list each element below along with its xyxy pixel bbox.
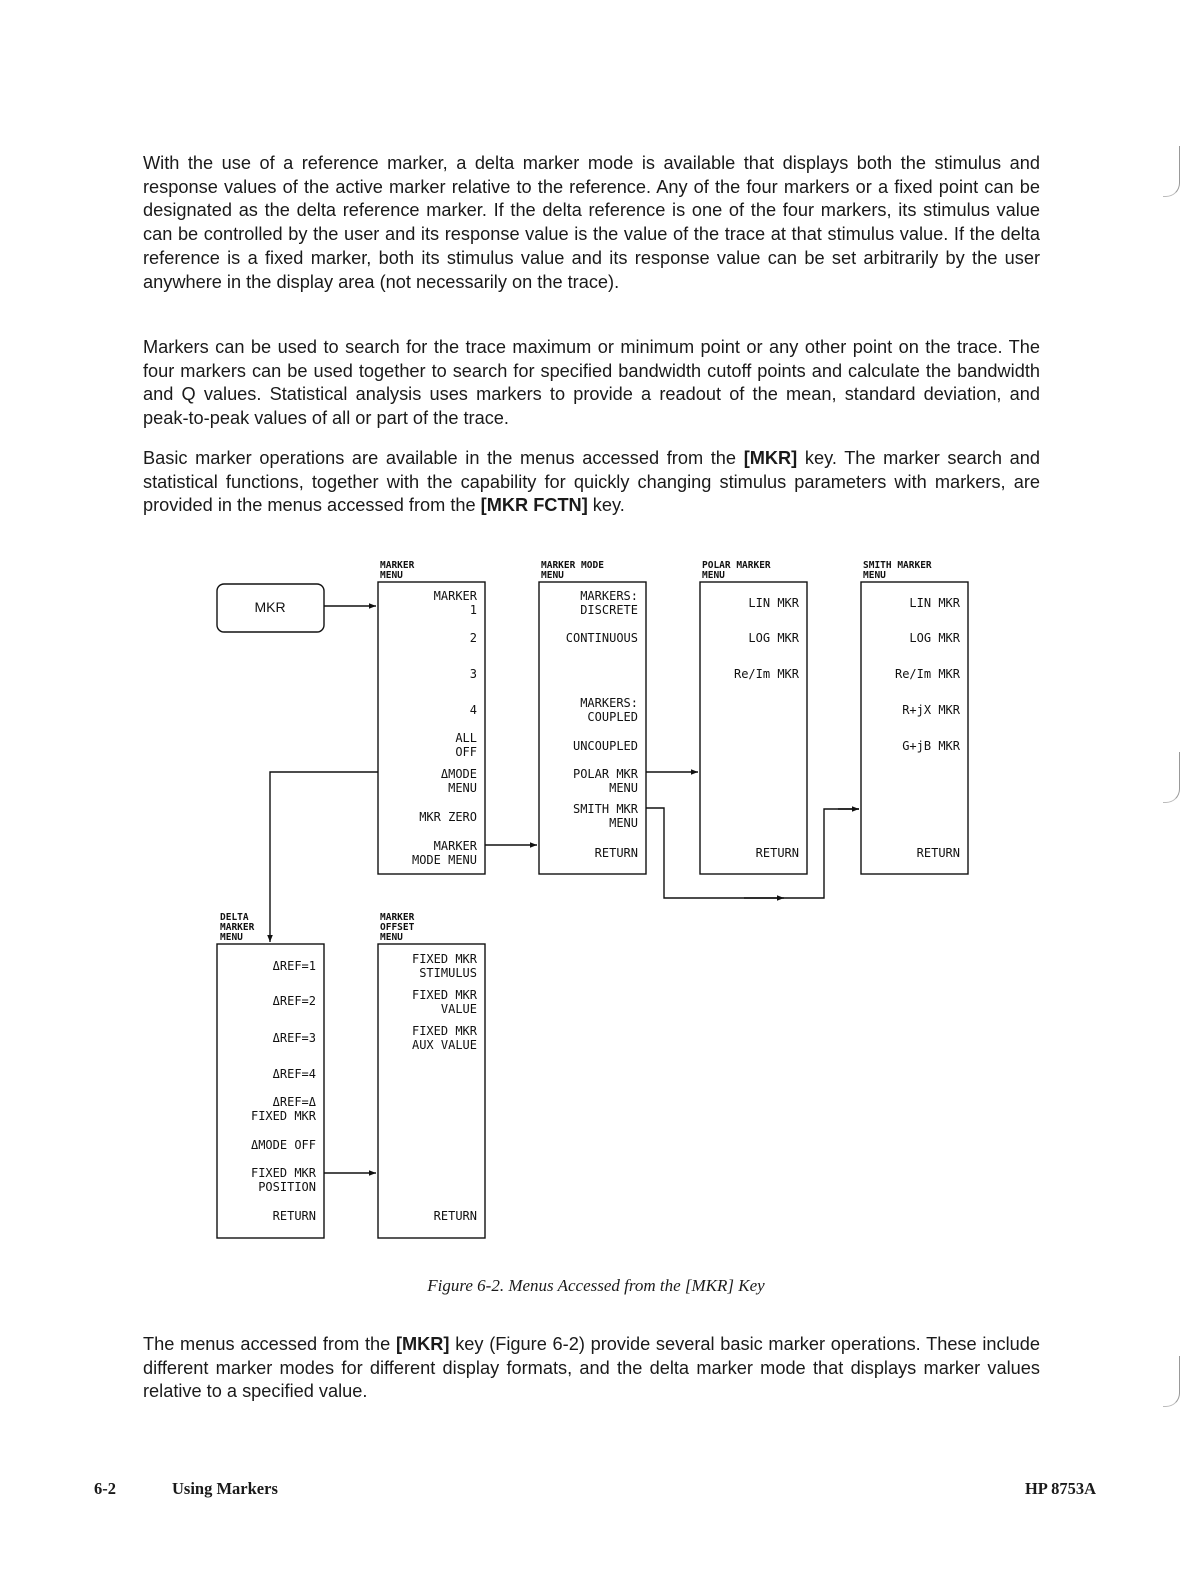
softkey-fixed-mkr-stimulus-line1[interactable]: FIXED MKR: [411, 952, 477, 966]
delta-title-1: DELTA: [220, 912, 249, 923]
softkey-marker-1-line1[interactable]: MARKER: [433, 589, 477, 603]
softkey-delta-mode-menu-line2[interactable]: MENU: [448, 781, 477, 795]
softkey-marker-1-line2[interactable]: 1: [469, 603, 477, 617]
offset-title-2: OFFSET: [380, 922, 415, 933]
softkey-fixed-mkr-position-line2[interactable]: POSITION: [258, 1180, 316, 1194]
softkey-fixed-mkr-position-line1[interactable]: FIXED MKR: [250, 1166, 316, 1180]
softkey-uncoupled[interactable]: UNCOUPLED: [572, 739, 638, 753]
binder-mark-bottom: [1163, 1356, 1180, 1407]
mkr-hardkey-label[interactable]: MKR: [254, 599, 286, 615]
smith-marker-menu-box: [861, 582, 968, 874]
softkey-delta-ref-4[interactable]: ΔREF=4: [272, 1067, 316, 1081]
softkey-delta-ref-2[interactable]: ΔREF=2: [272, 994, 316, 1008]
softkey-delta-ref-fixed-line2[interactable]: FIXED MKR: [250, 1109, 316, 1123]
polar-title-1: POLAR MARKER: [702, 560, 771, 571]
softkey-fixed-mkr-value-line2[interactable]: VALUE: [440, 1002, 477, 1016]
polar-marker-menu-box: [700, 582, 807, 874]
marker-mode-menu-box: [539, 582, 646, 874]
softkey-polar-mkr-menu-line1[interactable]: POLAR MKR: [572, 767, 638, 781]
softkey-continuous[interactable]: CONTINUOUS: [565, 631, 638, 645]
softkey-markers-discrete-line1[interactable]: MARKERS:: [580, 589, 638, 603]
softkey-marker-4[interactable]: 4: [469, 703, 477, 717]
softkey-offset-return[interactable]: RETURN: [433, 1209, 477, 1223]
softkey-fixed-mkr-value-line1[interactable]: FIXED MKR: [411, 988, 477, 1002]
softkey-marker-mode-menu-line1[interactable]: MARKER: [433, 839, 477, 853]
paragraph-menus-access: Basic marker operations are available in the menus accessed from the [MKR] key. The marker search and statistical functions, together with the capability for quickly changing stimulus parameters with markers, are provided in the menus accessed from the [MKR FCTN] key.: [143, 448, 1040, 516]
softkey-markers-discrete-line2[interactable]: DISCRETE: [580, 603, 638, 617]
softkey-fixed-mkr-stimulus-line2[interactable]: STIMULUS: [419, 966, 477, 980]
softkey-polar-reim-mkr[interactable]: Re/Im MKR: [733, 667, 799, 681]
softkey-all-off-line2[interactable]: OFF: [455, 745, 477, 759]
softkey-smith-rjx-mkr[interactable]: R+jX MKR: [902, 703, 960, 717]
paragraph-delta-marker: With the use of a reference marker, a delta marker mode is available that displays both the stimulus and response values of the active marker relative to the reference. Any of the four markers or a fixed point can be designated as the delta reference marker. If the delta reference is one of the four markers, its stimulus value can be controlled by the user and its response value is the value of the trace at that stimulus value. If the delta reference is a fixed marker, both its stimulus value and its response value can be set arbitrarily by the user anywhere in the display area (not necessarily on the trace).: [143, 153, 1040, 292]
softkey-marker-3[interactable]: 3: [469, 667, 477, 681]
softkey-smith-log-mkr[interactable]: LOG MKR: [909, 631, 960, 645]
footer-product: HP 8753A: [1024, 1479, 1096, 1498]
delta-title-2: MARKER: [220, 922, 255, 933]
softkey-delta-return[interactable]: RETURN: [272, 1209, 316, 1223]
softkey-delta-ref-3[interactable]: ΔREF=3: [272, 1031, 316, 1045]
paragraph-marker-search: Markers can be used to search for the trace maximum or minimum point or any other point on the trace. The four markers can be used together to search for specified bandwidth cutoff points and calculate the bandwidth and Q values. Statistical analysis uses markers to provide a readout of the mean, standard deviation, and peak-to-peak values of all or part of the trace.: [143, 337, 1040, 429]
softkey-fixed-mkr-aux-line2[interactable]: AUX VALUE: [411, 1038, 477, 1052]
delta-title-3: MENU: [220, 932, 243, 943]
softkey-delta-mode-off[interactable]: ΔMODE OFF: [250, 1138, 316, 1152]
softkey-smith-return[interactable]: RETURN: [916, 846, 960, 860]
softkey-fixed-mkr-aux-line1[interactable]: FIXED MKR: [411, 1024, 477, 1038]
marker-mode-title-1: MARKER MODE: [541, 560, 604, 571]
softkey-polar-lin-mkr[interactable]: LIN MKR: [748, 596, 799, 610]
softkey-smith-lin-mkr[interactable]: LIN MKR: [909, 596, 960, 610]
footer-page-number: 6-2: [94, 1479, 116, 1498]
softkey-mkr-zero[interactable]: MKR ZERO: [419, 810, 477, 824]
softkey-smith-gjb-mkr[interactable]: G+jB MKR: [902, 739, 960, 753]
softkey-delta-ref-1[interactable]: ΔREF=1: [272, 959, 316, 973]
softkey-marker-mode-menu-line2[interactable]: MODE MENU: [411, 853, 477, 867]
path-to-smith-menu: [646, 808, 859, 898]
binder-mark-top: [1163, 146, 1180, 197]
softkey-all-off-line1[interactable]: ALL: [455, 731, 477, 745]
softkey-markers-coupled-line2[interactable]: COUPLED: [587, 710, 638, 724]
softkey-markers-coupled-line1[interactable]: MARKERS:: [580, 696, 638, 710]
softkey-polar-mkr-menu-line2[interactable]: MENU: [609, 781, 638, 795]
polar-title-2: MENU: [702, 570, 725, 581]
footer-section: Using Markers: [172, 1479, 278, 1498]
marker-menu-title-1: MARKER: [380, 560, 415, 571]
offset-title-3: MENU: [380, 932, 403, 943]
smith-title-2: MENU: [863, 570, 886, 581]
marker-menu-title-2: MENU: [380, 570, 403, 581]
offset-title-1: MARKER: [380, 912, 415, 923]
smith-title-1: SMITH MARKER: [863, 560, 932, 571]
softkey-delta-mode-menu-line1[interactable]: ΔMODE: [440, 767, 477, 781]
softkey-smith-mkr-menu-line1[interactable]: SMITH MKR: [572, 802, 638, 816]
arrow-to-delta-menu: [270, 772, 378, 942]
figure-caption: Figure 6-2. Menus Accessed from the [MKR] Key: [427, 1276, 765, 1295]
softkey-polar-log-mkr[interactable]: LOG MKR: [748, 631, 799, 645]
paragraph-mkr-menus: The menus accessed from the [MKR] key (Figure 6-2) provide several basic marker operations. These include different marker modes for different display formats, and the delta marker mode that displays marker values relative to a specified value.: [143, 1334, 1040, 1402]
softkey-mode-return[interactable]: RETURN: [594, 846, 638, 860]
softkey-polar-return[interactable]: RETURN: [755, 846, 799, 860]
softkey-smith-mkr-menu-line2[interactable]: MENU: [609, 816, 638, 830]
softkey-delta-ref-fixed-line1[interactable]: ΔREF=Δ: [272, 1095, 316, 1109]
binder-mark-middle: [1163, 752, 1180, 803]
softkey-marker-2[interactable]: 2: [469, 631, 477, 645]
marker-menu-box: [378, 582, 485, 874]
softkey-smith-reim-mkr[interactable]: Re/Im MKR: [894, 667, 960, 681]
marker-mode-title-2: MENU: [541, 570, 564, 581]
